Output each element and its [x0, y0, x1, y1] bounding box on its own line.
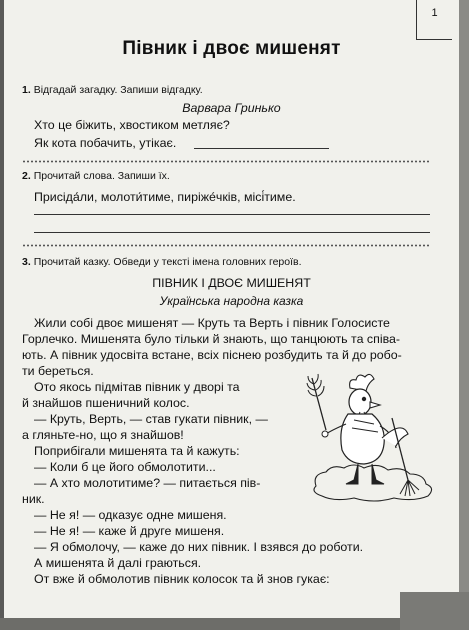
- worksheet-page: [4, 0, 459, 618]
- story-line: — Круть, Верть, — став гукати півник, —: [34, 412, 268, 426]
- story-line: Жили собі двоє мишенят — Круть та Верть і півник Голосисте: [34, 316, 390, 330]
- task3-instruction: [22, 256, 302, 268]
- rooster-illustration: [304, 368, 444, 508]
- task3-number: 3.: [22, 256, 31, 268]
- story-subtitle: Українська народна казка: [159, 294, 304, 308]
- story-line: Ото якось підмітав півник у дворі та: [34, 380, 240, 394]
- page-right-edge: [459, 0, 469, 630]
- story-line: й знайшов пшеничний колос.: [22, 396, 190, 410]
- writing-line-2[interactable]: [34, 232, 430, 233]
- riddle-line-2: Як кота побачить, утікає.: [34, 136, 177, 150]
- task2-text: Прочитай слова. Запиши їх.: [33, 170, 170, 182]
- riddle-answer-line[interactable]: [194, 148, 329, 149]
- task2-words: Присіда́ли, молоти́тиме, пиріже́чків, місі́тиме.: [34, 190, 296, 204]
- task2-instruction: [22, 170, 170, 182]
- riddle-line-1: Хто це біжить, хвостиком метляє?: [34, 118, 230, 132]
- story-line: ти береться.: [22, 364, 94, 378]
- task1-number: 1.: [22, 84, 31, 96]
- story-line: — Не я! — каже й друге мишеня.: [34, 524, 225, 538]
- task1-text: Відгадай загадку. Запиши відгадку.: [33, 84, 203, 96]
- page-number: 1: [416, 0, 452, 40]
- writing-line-1[interactable]: [34, 214, 430, 215]
- separator-dotted-1: [22, 159, 430, 164]
- story-line: ють. А півник удосвіта встане, всіх піснею розбудить та й до робо-: [22, 348, 402, 362]
- story-line: ник.: [22, 492, 45, 506]
- page-title: Півник і двоє мишенят: [122, 38, 341, 59]
- story-title: ПІВНИК І ДВОЄ МИШЕНЯТ: [152, 276, 311, 290]
- story-line: — А хто молотитиме? — питається пів-: [34, 476, 261, 490]
- riddle-author: Варвара Гринько: [182, 101, 281, 115]
- task1-instruction: [22, 84, 203, 96]
- separator-dotted-2: [22, 243, 430, 248]
- story-line: а гляньте-но, що я знайшов!: [22, 428, 184, 442]
- story-line: — Я обмолочу, — каже до них півник. І взявся до роботи.: [34, 540, 364, 554]
- page-corner-shadow: [400, 592, 469, 630]
- task2-number: 2.: [22, 170, 31, 182]
- story-line: — Коли б це його обмолотити...: [34, 460, 216, 474]
- story-line: Горлечко. Мишенята було тільки й знають, що танцюють та співа-: [22, 332, 401, 346]
- story-line: Поприбігали мишенята та й кажуть:: [34, 444, 240, 458]
- story-line: От вже й обмолотив півник колосок та й знов гукає:: [34, 572, 330, 586]
- page-bottom-edge: [0, 618, 469, 630]
- task3-text: Прочитай казку. Обведи у тексті імена головних героїв.: [33, 256, 302, 268]
- story-line: — Не я! — одказує одне мишеня.: [34, 508, 227, 522]
- story-line: А мишенята й далі граються.: [34, 556, 202, 570]
